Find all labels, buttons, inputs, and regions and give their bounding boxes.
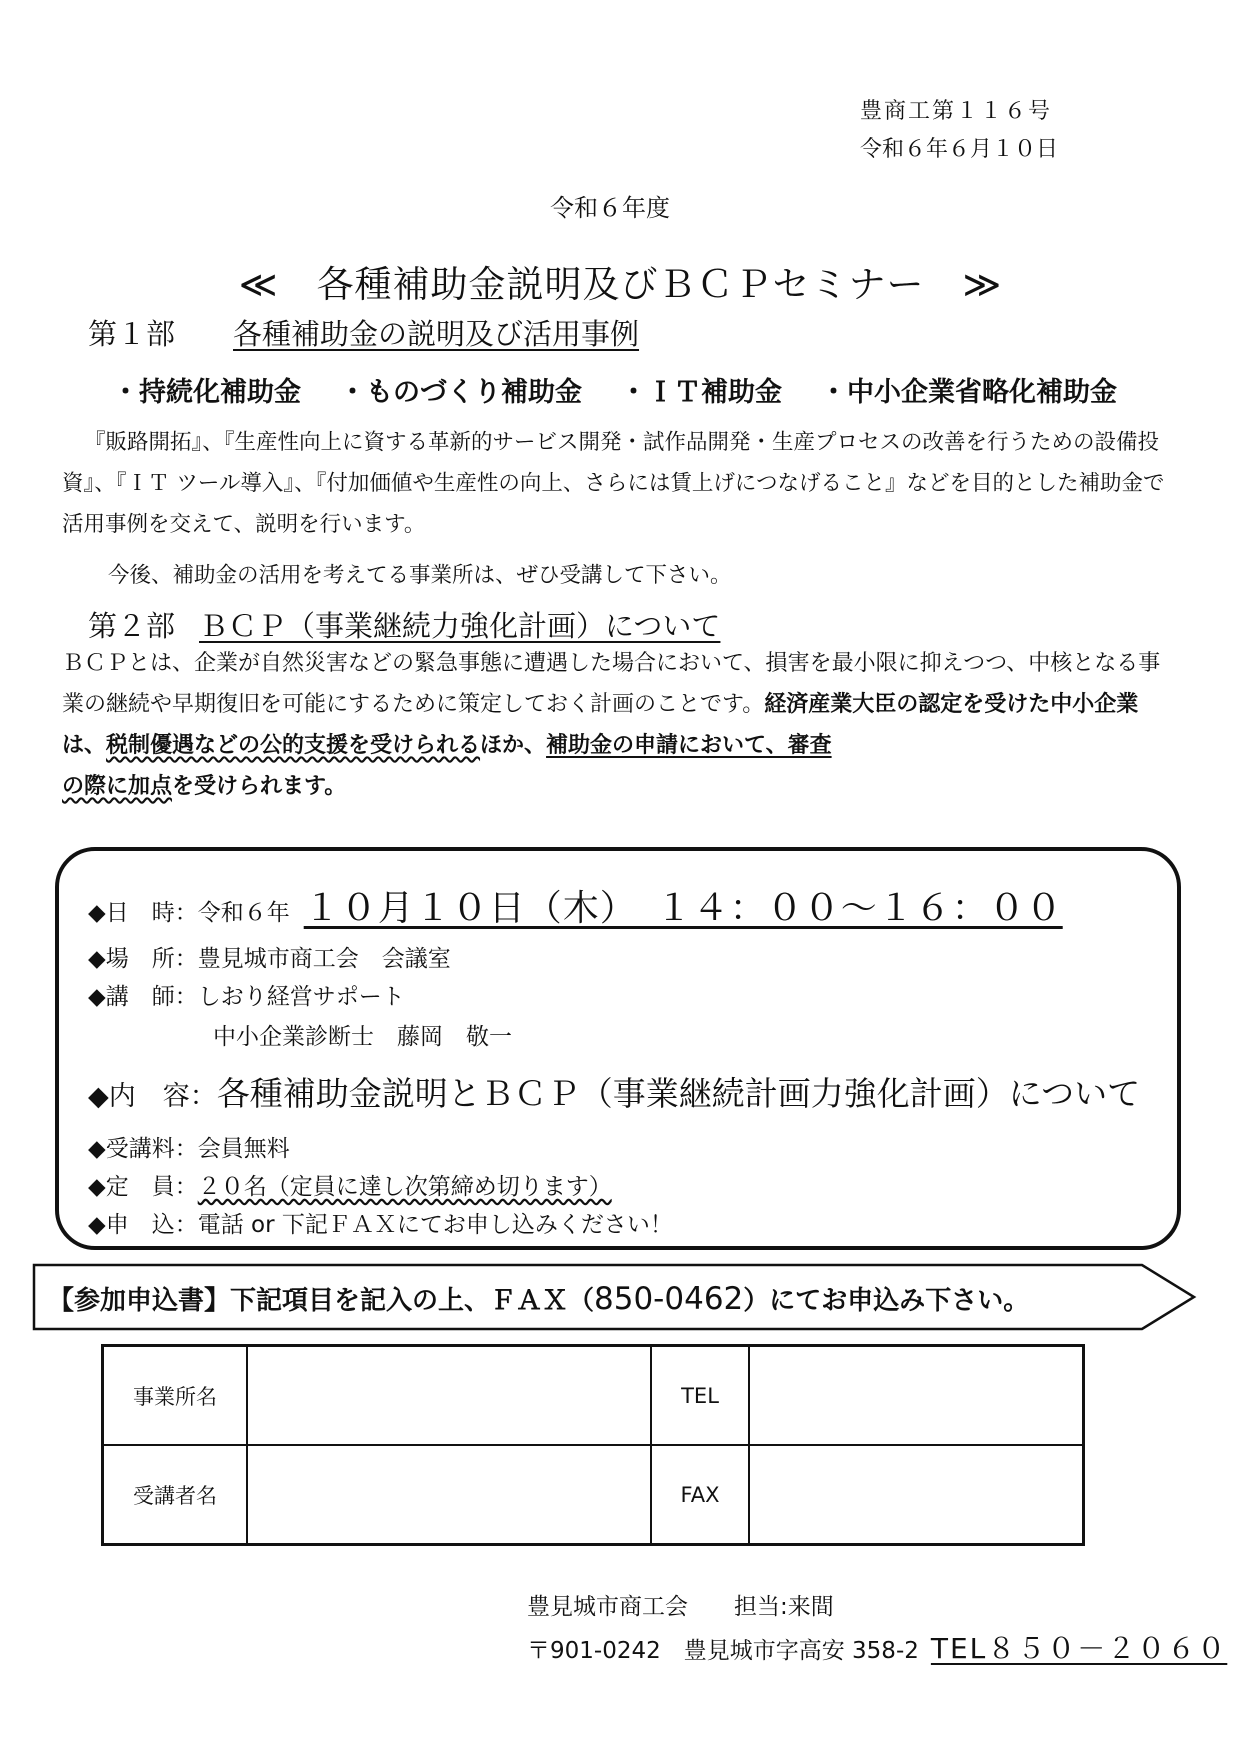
place-value: 豊見城市商工会 会議室 [197,946,451,972]
bcp-text-end: を受けられます。 [172,773,347,799]
date-value: １０月１０日（木） １４：００～１６：００ [303,888,1063,929]
date-label: ◆日 時： [88,900,198,926]
part1-label: 第１部 [88,317,176,351]
part1-title: 各種補助金の説明及び活用事例 [233,317,640,351]
date-prefix: 令和６年 [197,900,290,926]
banner-text-end: ）にてお申込み下さい。 [743,1286,1030,1316]
lecturer-name: 中小企業診断士 藤岡 敬一 [213,1024,512,1050]
footer-tel: TEL８５０－２０６０ [930,1632,1228,1665]
business-name-field[interactable] [247,1346,651,1446]
event-place [88,940,451,973]
fax-field[interactable] [749,1445,1084,1545]
attendee-name-field[interactable] [247,1445,651,1545]
event-apply [88,1206,673,1239]
attendee-name-label: 受講者名 [103,1445,248,1545]
bcp-definition: ＢＣＰとは、企業が自然災害などの緊急事態に遭遇した場合において、損害を最小限に抑えつつ、中核となる事業の継続や早期復旧を可能にするために策定しておく計画のことです。 [62,651,1161,717]
place-label: ◆場 所： [88,946,198,972]
apply-label: ◆申 込： [88,1212,198,1238]
fee-label: ◆受講料： [88,1136,198,1162]
fee-value: 会員無料 [197,1136,290,1162]
apply-value: 電話 or 下記ＦＡＸにてお申し込みください！ [197,1212,673,1238]
application-form-table [101,1344,1085,1546]
footer-address-text: 〒901-0242 豊見城市字高安 358-2 [527,1638,919,1664]
subsidy-list [112,370,1155,409]
part2-label: 第２部 [88,609,176,643]
event-lecturer [88,978,405,1011]
tel-label: TEL [651,1346,749,1446]
lecturer-label: ◆講 師： [88,984,198,1010]
bcp-tax-benefit: 税制優遇などの公的支援を受けられる [106,732,481,758]
capacity-value: ２０名（定員に達し次第締め切ります） [197,1174,612,1200]
fax-label: FAX [651,1445,749,1545]
bcp-text: ほか、 [480,732,547,758]
document-number: 豊商工第１１６号 [860,99,1053,124]
application-banner-text [48,1280,1029,1317]
page-title: ≪ 各種補助金説明及びＢＣＰセミナー ≫ [238,263,1003,306]
bcp-subsidy-review: 補助金の申請において、審査 [546,732,832,758]
lecturer-value: しおり経営サポート [197,984,405,1010]
footer-address [527,1627,1227,1667]
part2-title: ＢＣＰ（事業継続力強化計画）について [199,609,721,643]
part2-paragraph [62,643,1177,807]
footer-organization: 豊見城市商工会 担当:来間 [527,1594,834,1620]
business-name-label: 事業所名 [103,1346,248,1446]
subsidy-item: ・ＩＴ補助金 [620,377,782,408]
part2-heading [88,604,720,645]
bcp-certification: 経済産業大臣の認定を受けた中小企業は、 [62,691,1139,758]
capacity-label: ◆定 員： [88,1174,198,1200]
subsidy-item: ・中小企業省略化補助金 [820,377,1117,408]
subsidy-item: ・持続化補助金 [112,377,301,408]
subsidy-item: ・ものづくり補助金 [339,377,582,408]
banner-text-start: 【参加申込書】下記項目を記入の上、ＦＡＸ（ [48,1286,595,1316]
table-row [103,1346,1084,1446]
event-capacity [88,1168,612,1201]
part1-paragraph: 『販路開拓』、『生産性向上に資する革新的サービス開発・試作品開発・生産プロセスの改善を行うための設備投資』、『ＩＴ ツール導入』、『付加価値や生産性の向上、さらには賃上げにつなげること』などを目的とした補助金で活用事例を交えて、説明を行います。 [62,430,1165,537]
table-row [103,1445,1084,1545]
event-fee [88,1130,290,1163]
content-value: 各種補助金説明とＢＣＰ（事業継続計画力強化計画）について [216,1074,1141,1113]
event-content [88,1068,1140,1115]
part1-heading [88,312,639,353]
event-date [88,880,1063,931]
fiscal-year: 令和６年度 [550,194,670,222]
bcp-bonus-points: の際に加点 [62,773,173,799]
banner-fax-number: 850-0462 [594,1281,744,1317]
content-label: ◆内 容： [88,1081,217,1112]
document-date: 令和６年６月１０日 [860,137,1059,162]
part1-note: 今後、補助金の活用を考えてる事業所は、ぜひ受講して下さい。 [108,563,732,588]
tel-field[interactable] [749,1346,1084,1446]
